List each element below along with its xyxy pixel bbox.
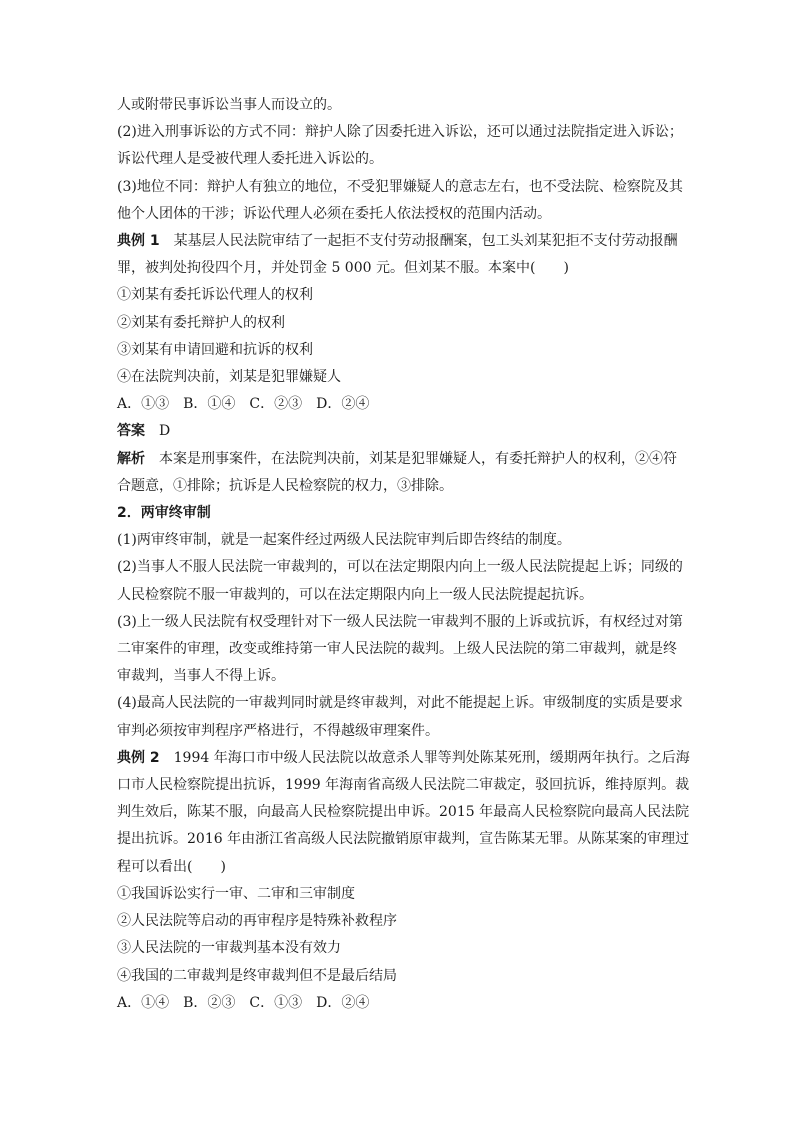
line-text: 2．两审终审制 [117,505,211,522]
text-line [117,582,679,609]
text-line [117,935,679,962]
text-line [117,908,679,935]
line-text: 二审案件的审理，改变或维持第一审人民法院的裁判。上级人民法院的第二审裁判，就是终 [117,641,677,658]
line-text: (3)上一级人民法院有权受理针对下一级人民法院一审裁判不服的上诉或抗诉，有权经过对第 [117,613,683,630]
line-text: 口市人民检察院提出抗诉，1999 年海南省高级人民法院二审裁定，驳回抗诉，维持原判。裁 [117,777,690,794]
line-text: 人或附带民事诉讼当事人而设立的。 [117,97,341,113]
line-text: 本案是刑事案件，在法院判决前，刘某是犯罪嫌疑人，有委托辩护人的权利，②④符 [159,450,677,467]
line-label: 典例 2 [117,749,160,766]
line-text: A．①③ B．①④ C．②③ D．②④ [117,396,370,413]
line-text: ④在法院判决前，刘某是犯罪嫌疑人 [117,369,341,386]
line-text: (2)进入刑事诉讼的方式不同：辩护人除了因委托进入诉讼，还可以通过法院指定进入诉讼； [117,124,683,141]
line-text: 某基层人民法院审结了一起拒不支付劳动报酬案，包工头刘某犯拒不支付劳动报酬 [173,233,678,250]
line-text: 审裁判，当事人不得上诉。 [117,668,285,685]
line-text: 判生效后，陈某不服，向最高人民检察院提出申诉。2015 年最高人民检察院向最高人民法院 [117,804,690,821]
line-text: ③刘某有申请回避和抗诉的权利 [117,341,313,358]
line-text: 他个人团体的干涉；诉讼代理人必须在委托人依法授权的范围内活动。 [117,205,551,222]
line-text: 提出抗诉。2016 年由浙江省高级人民法院撤销原审裁判，宣告陈某无罪。从陈某案的审理过 [117,831,690,848]
line-text: (2)当事人不服人民法院一审裁判的，可以在法定期限内向上一级人民法院提起上诉；同级的 [117,559,683,576]
line-text: ③人民法院的一审裁判基本没有效力 [117,940,341,957]
line-label: 解析 [117,450,145,467]
line-text: D [159,423,171,440]
line-text: 1994 年海口市中级人民法院以故意杀人罪等判处陈某死刑，缓期两年执行。之后海 [173,749,690,766]
line-text: ①刘某有委托诉讼代理人的权利 [117,287,313,304]
text-line [117,174,683,201]
text-line [117,772,690,799]
line-text: ①我国诉讼实行一审、二审和三审制度 [117,885,355,902]
text-line [117,364,679,391]
text-line [117,990,679,1017]
line-text: (4)最高人民法院的一审裁判同时就是终审裁判，对此不能提起上诉。审级制度的实质是要求 [117,695,683,712]
line-text: 合题意，①排除；抗诉是人民检察院的权力，③排除。 [117,477,453,494]
line-label: 典例 1 [117,233,160,250]
line-text: (3)地位不同：辩护人有独立的地位，不受犯罪嫌疑人的意志左右，也不受法院、检察院及其 [117,178,683,195]
text-line [117,337,679,364]
line-text: 程可以看出( ) [117,858,226,875]
text-line [117,146,679,173]
labeled-text-line [117,228,679,255]
line-text: 审判必须按审判程序严格进行，不得越级审理案件。 [117,722,439,739]
line-text: 诉讼代理人是受被代理人委托进入诉讼的。 [117,151,383,168]
section-heading [117,500,679,527]
line-text: ②刘某有委托辩护人的权利 [117,314,285,331]
text-line [117,527,679,554]
text-line [117,255,679,282]
text-line [117,718,679,745]
text-line [117,119,683,146]
line-text: ④我国的二审裁判是终审裁判但不是最后结局 [117,967,397,984]
text-line [117,310,679,337]
labeled-text-line [117,418,679,445]
text-line [117,473,679,500]
text-line [117,963,679,990]
text-line [117,609,683,636]
text-line [117,92,679,119]
text-line [117,690,683,717]
text-line [117,636,679,663]
text-line [117,391,679,418]
line-text: (1)两审终审制，就是一起案件经过两级人民法院审判后即告终结的制度。 [117,532,571,549]
text-line [117,554,683,581]
labeled-text-line [117,446,679,473]
text-line [117,663,679,690]
text-line [117,881,679,908]
document-body [117,92,690,1017]
line-text: 人民检察院不服一审裁判的，可以在法定期限内向上一级人民法院提起抗诉。 [117,586,593,603]
line-text: ②人民法院等启动的再审程序是特殊补救程序 [117,913,397,930]
text-line [117,799,690,826]
text-line [117,854,679,881]
line-text: A．①④ B．②③ C．①③ D．②④ [117,994,370,1011]
text-line [117,826,690,853]
labeled-text-line [117,745,690,772]
line-text: 罪，被判处拘役四个月，并处罚金 5 000 元。但刘某不服。本案中( ) [117,260,569,277]
text-line [117,282,679,309]
line-label: 答案 [117,423,145,440]
text-line [117,201,679,228]
